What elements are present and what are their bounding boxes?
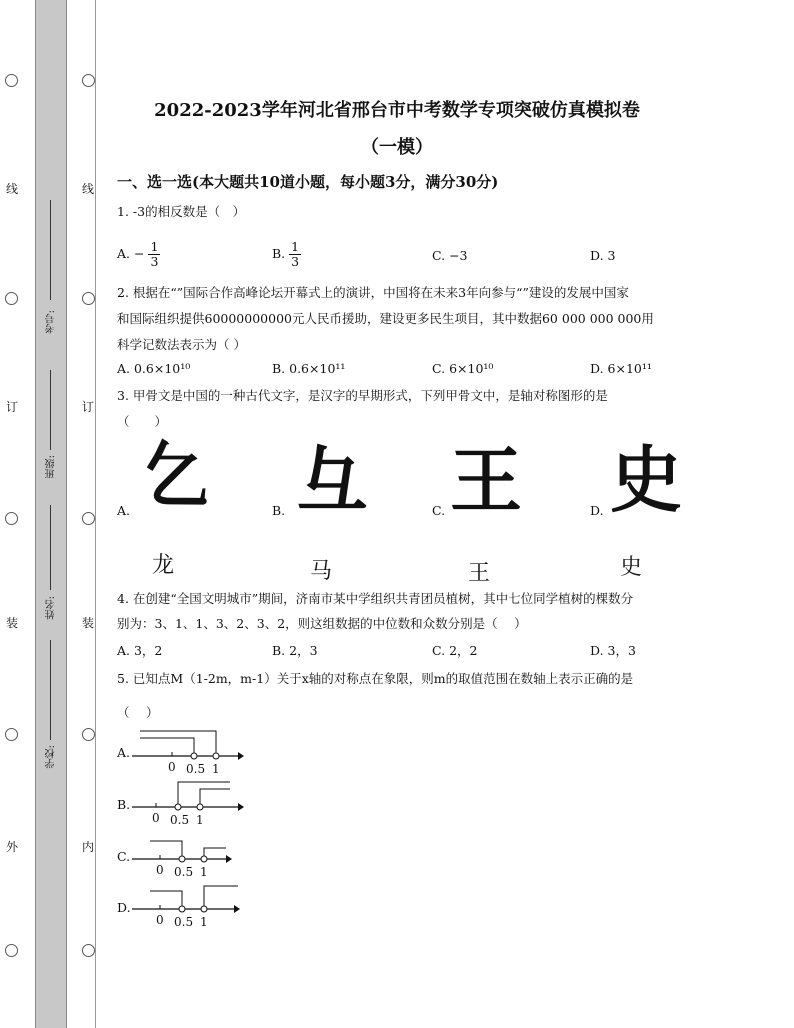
outer-margin-char: 外 [6,840,19,854]
q4-option-c: C. 2，2 [432,643,478,658]
glyph-caption: 王 [468,561,491,586]
q3-option-b-label: B. [272,503,286,518]
question-4-line: 别为：3、1、1、3、2、3、2，则这组数据的中位数和众数分别是（ ） [117,616,527,631]
q3-option-a-label: A. [117,503,131,518]
tick-label: 0.5 [170,813,190,827]
question-3-line: 3. 甲骨文是中国的一种古代文字，是汉字的早期形式，下列甲骨文中，是轴对称图形的是 [117,388,608,403]
glyph-caption: 龙 [152,553,175,578]
tick-label: 0 [168,760,176,774]
option-label: B. [272,246,286,261]
q5-option-d-label: D. [117,900,131,915]
q2-option-c: C. 6×10¹⁰ [432,361,494,376]
inner-margin-char: 订 [82,400,95,414]
fraction [148,240,160,269]
oracle-bone-glyph: 史 [610,437,683,522]
q2-option-b: B. 0.6×10¹¹ [272,361,346,376]
q2-option-d: D. 6×10¹¹ [590,361,652,376]
numerator: 1 [150,239,159,254]
q1-option-d: D. 3 [590,248,616,263]
q3-option-c-label: C. [432,503,446,518]
tick-label: 0.5 [174,865,194,879]
q4-option-b: B. 2，3 [272,643,318,658]
binding-hole [5,728,18,741]
binding-hole [5,512,18,525]
oracle-bone-glyph: 彑 [296,437,369,522]
tick-label: 0.5 [186,762,206,776]
denominator: 3 [150,254,159,269]
outer-margin-char: 装 [6,616,19,630]
class-field[interactable] [50,370,52,450]
name-label: 姓名: [46,596,57,620]
exam-number-field[interactable] [50,200,52,300]
exam-number-label: 考号: [46,310,57,334]
question-3-line: （ ） [117,414,168,429]
question-2-line: 2. 根据在“”国际合作高峰论坛开幕式上的演讲，中国将在未来3年向参与“”建设的发展中国家 [117,285,629,300]
q1-option-b [272,240,301,269]
binding-hole [82,292,95,305]
section-heading: 一、选一选(本大题共10道小题，每小题3分，满分30分) [117,173,499,191]
fraction [289,240,301,269]
school-label: 学校: [46,745,57,769]
q5-option-c-label: C. [117,849,131,864]
question-5-line: 5. 已知点M（1-2m，m-1）关于x轴的对称点在象限，则m的取值范围在数轴上表示正确的是 [117,671,634,686]
question-4-line: 4. 在创建“全国文明城市”期间，济南市某中学组织共青团员植树，其中七位同学植树的棵数分 [117,591,634,606]
inner-margin-char: 内 [82,840,95,854]
option-label: A. [117,246,131,261]
number-line-b [130,776,245,828]
q1-option-c: C. −3 [432,248,468,263]
class-label: 班级: [46,455,57,479]
question-2-line: 科学记数法表示为（ ） [117,337,246,352]
oracle-bone-glyph: 王 [450,438,523,523]
binding-hole [5,74,18,87]
page-title: 2022-2023学年河北省邢台市中考数学专项突破仿真模拟卷 [154,100,640,121]
outer-margin-char: 订 [6,400,19,414]
number-line-a [130,725,245,777]
question-2-line: 和国际组织提供60000000000元人民币援助，建设更多民生项目，其中数据60 000 000 000用 [117,311,654,326]
binding-hole [82,512,95,525]
minus-sign: − [134,246,145,261]
oracle-bone-glyph: 𠃉 [140,433,213,518]
binding-hole [5,944,18,957]
binding-hole [82,944,95,957]
tick-label: 1 [200,865,208,879]
q5-option-b-label: B. [117,797,131,812]
tick-label: 1 [196,813,204,827]
q4-option-a: A. 3，2 [117,643,163,658]
tick-label: 1 [200,915,208,929]
name-field[interactable] [50,505,52,590]
q2-option-a: A. 0.6×10¹⁰ [117,361,191,376]
q5-option-a-label: A. [117,745,131,760]
tick-label: 0 [152,811,160,825]
number-line-d [130,878,245,930]
glyph-caption: 马 [310,559,333,584]
binding-hole [82,74,95,87]
tick-label: 0 [156,913,164,927]
q4-option-d: D. 3，3 [590,643,636,658]
tick-label: 0.5 [174,915,194,929]
question-1-stem: 1. -3的相反数是（ ） [117,204,246,219]
tick-label: 0 [156,863,164,877]
binding-hole [82,728,95,741]
binding-hole [5,292,18,305]
numerator: 1 [291,239,300,254]
school-field[interactable] [50,640,52,740]
page-subtitle: （一模） [361,137,433,158]
number-line-c [130,828,245,880]
q3-option-d-label: D. [590,503,604,518]
denominator: 3 [291,254,300,269]
inner-margin-char: 装 [82,616,95,630]
glyph-caption: 史 [620,555,643,580]
q1-option-a [117,240,160,269]
tick-label: 1 [212,762,220,776]
outer-margin-char: 线 [6,182,19,196]
inner-margin-char: 线 [82,182,95,196]
question-5-line: （ ） [117,705,159,720]
